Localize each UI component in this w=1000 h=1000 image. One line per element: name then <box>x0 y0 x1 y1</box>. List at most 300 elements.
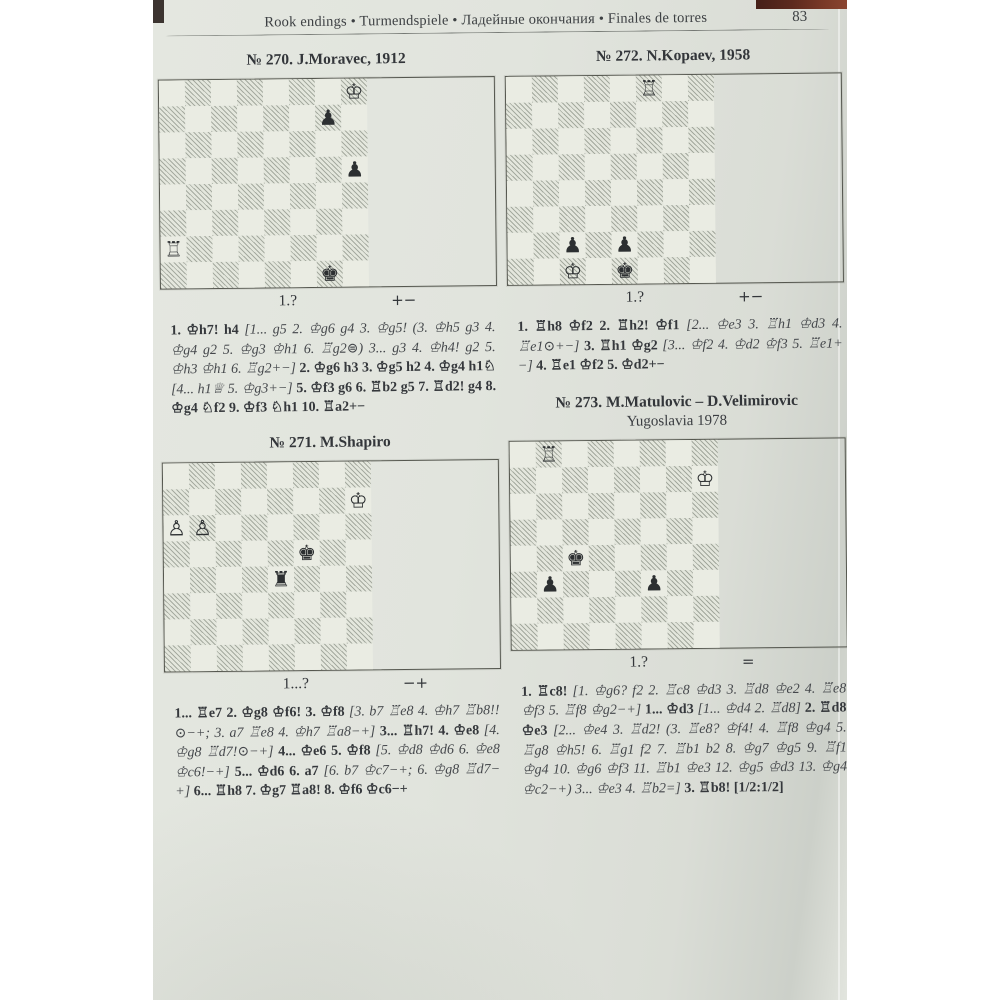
mainline-text: 1... ♔d3 <box>644 702 698 718</box>
square-g1 <box>317 261 343 287</box>
black-pawn-icon: ♟ <box>644 571 664 596</box>
square-f5 <box>290 157 316 183</box>
square-g8 <box>666 440 692 466</box>
mainline-text: 4... ♔e6 5. ♔f8 <box>278 743 376 760</box>
square-a4 <box>511 545 537 571</box>
square-e4 <box>264 183 290 209</box>
square-c7 <box>215 489 241 515</box>
square-g8 <box>319 462 345 488</box>
black-king-icon: ♚ <box>297 540 317 566</box>
black-king-icon: ♚ <box>615 258 635 283</box>
problem-270 <box>158 49 499 419</box>
square-a7 <box>159 106 185 132</box>
square-h2 <box>346 617 372 643</box>
square-b5 <box>186 158 212 184</box>
square-e5 <box>268 540 294 566</box>
square-a7 <box>163 489 189 515</box>
square-c1 <box>213 262 239 288</box>
square-b7 <box>189 489 215 515</box>
square-c8 <box>211 80 237 106</box>
square-e1 <box>265 261 291 287</box>
solution-text-273 <box>521 679 847 800</box>
square-g8 <box>662 75 688 101</box>
square-h3 <box>342 208 368 234</box>
variation-text: [1... g5 2. ♔g6 g4 3. ♔g5! (3. ♔h5 g3 4. ♔g4 g2 5. ♔g3 ♔h1 6. ♖g2⊜) 3... g3 4. ♔h4! g2 5. ♔h3 ♔h1 6. ♖g2+−] <box>170 320 496 378</box>
square-a3 <box>511 571 537 597</box>
square-c4 <box>216 567 242 593</box>
square-c7 <box>211 106 237 132</box>
square-f7 <box>289 105 315 131</box>
square-g6 <box>662 127 688 153</box>
square-h1 <box>694 622 720 648</box>
square-d5 <box>585 154 611 180</box>
square-d4 <box>589 545 615 571</box>
diagram-caption <box>223 291 435 311</box>
square-f3 <box>637 205 663 231</box>
square-h4 <box>689 179 715 205</box>
square-h6 <box>341 130 367 156</box>
square-b2 <box>533 232 559 258</box>
square-g7 <box>662 101 688 127</box>
mainline-text: 1... ♖e7 2. ♔g8 ♔f6! 3. ♔f8 <box>174 704 350 722</box>
square-g6 <box>315 131 341 157</box>
chess-diagram-271 <box>162 459 501 673</box>
square-f3 <box>290 209 316 235</box>
square-a5 <box>507 155 533 181</box>
square-f1 <box>295 644 321 670</box>
black-king-icon: ♚ <box>566 545 586 571</box>
square-c5 <box>212 158 238 184</box>
black-pawn-icon: ♟ <box>345 157 365 182</box>
square-h7 <box>341 104 367 130</box>
square-d5 <box>242 540 268 566</box>
chess-diagram-272 <box>505 72 844 286</box>
square-a6 <box>159 132 185 158</box>
variation-text: [1. ♔g6? f2 2. ♖c8 ♔d3 3. ♖d8 ♔e2 4. ♖e8 ♔f3 5. ♖f8 ♔g2−+] <box>521 681 847 720</box>
evaluation-symbol: +− <box>391 290 417 310</box>
square-c8 <box>558 76 584 102</box>
square-b8 <box>189 463 215 489</box>
square-c2 <box>559 232 585 258</box>
square-e5 <box>614 518 640 544</box>
square-b2 <box>190 619 216 645</box>
square-g7 <box>315 105 341 131</box>
square-h5 <box>692 518 718 544</box>
square-g5 <box>320 540 346 566</box>
square-e4 <box>268 566 294 592</box>
square-b5 <box>533 154 559 180</box>
square-d7 <box>584 102 610 128</box>
white-king-icon: ♔ <box>348 488 368 513</box>
square-f2 <box>290 235 316 261</box>
square-c4 <box>559 180 585 206</box>
square-h6 <box>345 513 371 539</box>
square-f3 <box>641 570 667 596</box>
problem-title: № 273. M.Matulovic – D.Velimirovic <box>555 391 799 412</box>
square-f4 <box>641 544 667 570</box>
square-f4 <box>637 179 663 205</box>
square-d2 <box>238 235 264 261</box>
square-e5 <box>264 157 290 183</box>
mainline-text: 2. ♔g6 h3 3. ♔g5 h2 4. ♔g4 h1♘ <box>299 359 496 377</box>
square-c3 <box>559 206 585 232</box>
diagram-caption <box>570 287 782 307</box>
square-b8 <box>185 80 211 106</box>
square-b3 <box>537 571 563 597</box>
square-e8 <box>610 76 636 102</box>
white-pawn-icon: ♙ <box>192 516 213 541</box>
square-h6 <box>688 127 714 153</box>
square-b6 <box>189 515 215 541</box>
square-d8 <box>588 441 614 467</box>
square-b6 <box>185 132 211 158</box>
square-f1 <box>642 622 668 648</box>
mainline-text: 2. ♖d8 ♔e3 <box>521 700 847 739</box>
square-h8 <box>692 440 718 466</box>
square-e1 <box>612 258 638 284</box>
square-h7 <box>345 487 371 513</box>
square-g4 <box>667 544 693 570</box>
square-d5 <box>238 157 264 183</box>
variation-text: [4... h1♕ 5. ♔g3+−] <box>170 380 297 398</box>
square-c8 <box>215 463 241 489</box>
square-e4 <box>615 544 641 570</box>
square-f7 <box>293 488 319 514</box>
square-d6 <box>237 131 263 157</box>
square-d1 <box>590 623 616 649</box>
square-b2 <box>537 597 563 623</box>
square-d8 <box>584 76 610 102</box>
square-a8 <box>163 463 189 489</box>
square-f5 <box>294 540 320 566</box>
square-d6 <box>241 514 267 540</box>
square-d2 <box>242 618 268 644</box>
evaluation-symbol: −+ <box>402 673 429 693</box>
solution-text-272 <box>517 314 843 376</box>
square-d7 <box>241 488 267 514</box>
square-a5 <box>164 541 190 567</box>
square-c2 <box>212 236 238 262</box>
square-c4 <box>563 545 589 571</box>
square-d1 <box>586 258 612 284</box>
square-a3 <box>507 207 533 233</box>
square-h5 <box>342 156 368 182</box>
square-a8 <box>506 77 532 103</box>
square-a5 <box>510 519 536 545</box>
square-c6 <box>558 128 584 154</box>
white-rook-icon: ♖ <box>639 76 659 101</box>
square-h2 <box>342 234 368 260</box>
square-g3 <box>320 592 346 618</box>
white-king-icon: ♔ <box>344 79 364 104</box>
square-e7 <box>610 102 636 128</box>
square-b6 <box>532 128 558 154</box>
square-f6 <box>636 127 662 153</box>
problem-title: № 270. J.Moravec, 1912 <box>246 49 406 69</box>
white-rook-icon: ♖ <box>539 442 559 467</box>
square-b5 <box>536 519 562 545</box>
mainline-text: 3. ♖b8! [1/2:1/2] <box>684 779 784 796</box>
square-c6 <box>215 515 241 541</box>
evaluation-symbol: +− <box>738 287 764 306</box>
square-g3 <box>316 209 342 235</box>
square-a2 <box>164 619 190 645</box>
variation-text: [6. b7 ♔c7−+; 6. ♔g8 ♖d7−+] <box>175 761 501 800</box>
square-a2 <box>507 233 533 259</box>
variation-text: [1... ♔d4 2. ♖d8] <box>697 701 805 718</box>
square-e2 <box>268 618 294 644</box>
square-h7 <box>692 466 718 492</box>
square-d4 <box>585 180 611 206</box>
problem-272 <box>505 45 845 376</box>
square-h5 <box>689 153 715 179</box>
square-d3 <box>585 206 611 232</box>
square-b4 <box>190 567 216 593</box>
variation-text: [3. b7 ♖e8 4. ♔h7 ♖b8!!⊙−+; 3. a7 ♖e8 4. ♔h7 ♖a8−+] <box>174 703 500 742</box>
square-c2 <box>216 619 242 645</box>
square-e6 <box>610 128 636 154</box>
right-column <box>504 29 847 800</box>
square-b1 <box>538 623 564 649</box>
square-d3 <box>242 592 268 618</box>
square-g4 <box>316 183 342 209</box>
square-d2 <box>585 232 611 258</box>
square-e3 <box>268 592 294 618</box>
variation-text: [3... ♔f2 4. ♔d2 ♔f3 5. ♖e1+−] <box>517 336 843 375</box>
square-b5 <box>190 541 216 567</box>
square-a3 <box>160 210 186 236</box>
square-a2 <box>511 597 537 623</box>
square-h7 <box>688 101 714 127</box>
square-b1 <box>534 258 560 284</box>
square-h3 <box>346 591 372 617</box>
square-f5 <box>640 518 666 544</box>
white-king-icon: ♔ <box>563 259 583 284</box>
diagram-caption <box>227 674 439 694</box>
square-b2 <box>186 236 212 262</box>
square-a7 <box>510 467 536 493</box>
square-g7 <box>666 466 692 492</box>
square-a6 <box>163 515 189 541</box>
square-h3 <box>693 570 719 596</box>
running-header <box>153 0 847 33</box>
black-rook-icon: ♜ <box>271 567 291 592</box>
square-g5 <box>666 518 692 544</box>
square-b7 <box>185 106 211 132</box>
square-g6 <box>319 514 345 540</box>
square-f3 <box>294 592 320 618</box>
square-g2 <box>320 618 346 644</box>
black-pawn-icon: ♟ <box>615 232 635 257</box>
square-a7 <box>506 103 532 129</box>
square-c8 <box>562 441 588 467</box>
square-a1 <box>508 259 534 285</box>
square-f6 <box>293 514 319 540</box>
square-b7 <box>536 467 562 493</box>
square-e2 <box>264 235 290 261</box>
square-d8 <box>241 462 267 488</box>
square-g8 <box>315 79 341 105</box>
two-column-layout <box>153 29 847 804</box>
move-prompt: 1.? <box>278 292 298 310</box>
mainline-text: 5. ♔f3 g6 6. ♖b2 g5 7. ♖d2! g4 8. ♔g4 ♘f2 9. ♔f3 ♘h1 10. ♖a2+− <box>171 378 497 417</box>
mainline-text: 3... ♖h7! 4. ♔e8 <box>379 722 484 739</box>
square-a4 <box>164 567 190 593</box>
square-f7 <box>636 101 662 127</box>
square-a1 <box>161 262 187 288</box>
square-h8 <box>341 78 367 104</box>
solution-text-270 <box>170 318 496 419</box>
square-f8 <box>636 75 662 101</box>
square-c7 <box>558 102 584 128</box>
square-d7 <box>237 105 263 131</box>
white-rook-icon: ♖ <box>164 237 184 262</box>
problem-title: № 272. N.Kopaev, 1958 <box>595 46 751 65</box>
mainline-text: 1. ♔h7! h4 <box>170 322 245 339</box>
square-c3 <box>563 571 589 597</box>
square-b3 <box>533 206 559 232</box>
square-g1 <box>664 257 690 283</box>
square-h2 <box>689 231 715 257</box>
square-f1 <box>638 257 664 283</box>
square-e8 <box>614 440 640 466</box>
square-f6 <box>289 131 315 157</box>
square-d2 <box>589 597 615 623</box>
square-a5 <box>160 158 186 184</box>
square-e5 <box>611 154 637 180</box>
square-c5 <box>559 154 585 180</box>
square-g3 <box>663 205 689 231</box>
square-g2 <box>316 235 342 261</box>
square-a4 <box>160 184 186 210</box>
variation-text: [2... ♔e3 3. ♖h1 ♔d3 4. ♖e1⊙+−] <box>517 316 843 355</box>
square-g1 <box>321 644 347 670</box>
white-king-icon: ♔ <box>695 466 715 491</box>
square-a3 <box>164 593 190 619</box>
square-b1 <box>187 262 213 288</box>
square-a6 <box>510 493 536 519</box>
square-g2 <box>663 231 689 257</box>
square-g3 <box>667 570 693 596</box>
square-h4 <box>693 544 719 570</box>
square-d6 <box>588 493 614 519</box>
chess-diagram-270 <box>158 76 497 290</box>
square-d8 <box>237 79 263 105</box>
square-g5 <box>316 157 342 183</box>
square-b4 <box>186 184 212 210</box>
move-prompt: 1...? <box>282 675 310 693</box>
square-a2 <box>160 236 186 262</box>
variation-text: [5. ♔d8 ♔d6 6. ♔e8 ♔c6!−+] <box>174 742 500 781</box>
square-g1 <box>668 622 694 648</box>
evaluation-symbol: = <box>741 652 755 671</box>
square-b4 <box>537 545 563 571</box>
square-f2 <box>637 231 663 257</box>
square-c7 <box>562 467 588 493</box>
square-e7 <box>263 105 289 131</box>
square-a1 <box>165 645 191 671</box>
header-title: Rook endings • Turmendspiele • Ладейные окончания • Finales de torres <box>264 9 708 31</box>
square-d4 <box>238 183 264 209</box>
square-h8 <box>688 75 714 101</box>
page-content <box>153 0 847 1000</box>
square-e6 <box>263 131 289 157</box>
square-f5 <box>637 153 663 179</box>
black-pawn-icon: ♟ <box>318 105 338 130</box>
square-e7 <box>614 466 640 492</box>
square-c1 <box>217 645 243 671</box>
square-h1 <box>343 260 369 286</box>
square-d1 <box>239 261 265 287</box>
move-prompt: 1.? <box>629 653 649 671</box>
black-king-icon: ♚ <box>320 261 340 286</box>
square-e3 <box>615 570 641 596</box>
mainline-text: 6... ♖h8 7. ♔g7 ♖a8! 8. ♔f6 ♔c6−+ <box>193 782 408 800</box>
square-b7 <box>532 102 558 128</box>
square-e7 <box>267 488 293 514</box>
square-f4 <box>290 183 316 209</box>
square-a4 <box>507 181 533 207</box>
square-d7 <box>588 467 614 493</box>
chess-diagram-273 <box>509 437 847 651</box>
diagram-caption <box>573 652 785 672</box>
square-d3 <box>238 209 264 235</box>
square-f1 <box>291 261 317 287</box>
square-f7 <box>640 466 666 492</box>
square-c2 <box>563 597 589 623</box>
mainline-text: 1. ♖c8! <box>521 684 573 700</box>
square-h8 <box>345 461 371 487</box>
square-h1 <box>690 257 716 283</box>
square-f6 <box>640 492 666 518</box>
square-d5 <box>588 519 614 545</box>
square-d1 <box>243 644 269 670</box>
square-c3 <box>212 210 238 236</box>
page-number: 83 <box>792 8 808 25</box>
square-f8 <box>640 440 666 466</box>
square-c1 <box>560 258 586 284</box>
variation-text: [4. ♔g8 ♖d7!⊙−+] <box>174 722 500 761</box>
book-page-photo <box>153 0 847 1000</box>
square-b3 <box>190 593 216 619</box>
square-c6 <box>211 132 237 158</box>
square-d4 <box>242 566 268 592</box>
mainline-text: 3. ♖h1 ♔g2 <box>584 337 663 354</box>
mainline-text: 5... ♔d6 6. a7 <box>234 763 324 780</box>
square-b3 <box>186 210 212 236</box>
square-b8 <box>532 76 558 102</box>
square-e2 <box>615 596 641 622</box>
square-c5 <box>216 541 242 567</box>
square-a8 <box>510 441 536 467</box>
square-b6 <box>536 493 562 519</box>
square-e1 <box>616 622 642 648</box>
square-g5 <box>663 153 689 179</box>
square-h2 <box>693 596 719 622</box>
black-pawn-icon: ♟ <box>540 572 560 597</box>
square-b4 <box>533 180 559 206</box>
square-a6 <box>506 129 532 155</box>
square-c1 <box>564 623 590 649</box>
square-e2 <box>611 232 637 258</box>
square-e1 <box>269 644 295 670</box>
square-f2 <box>641 596 667 622</box>
square-g6 <box>666 492 692 518</box>
square-g4 <box>663 179 689 205</box>
square-d6 <box>584 128 610 154</box>
square-a1 <box>512 623 538 649</box>
mainline-text: 1. ♖h8 ♔f2 2. ♖h2! ♔f1 <box>517 318 687 335</box>
